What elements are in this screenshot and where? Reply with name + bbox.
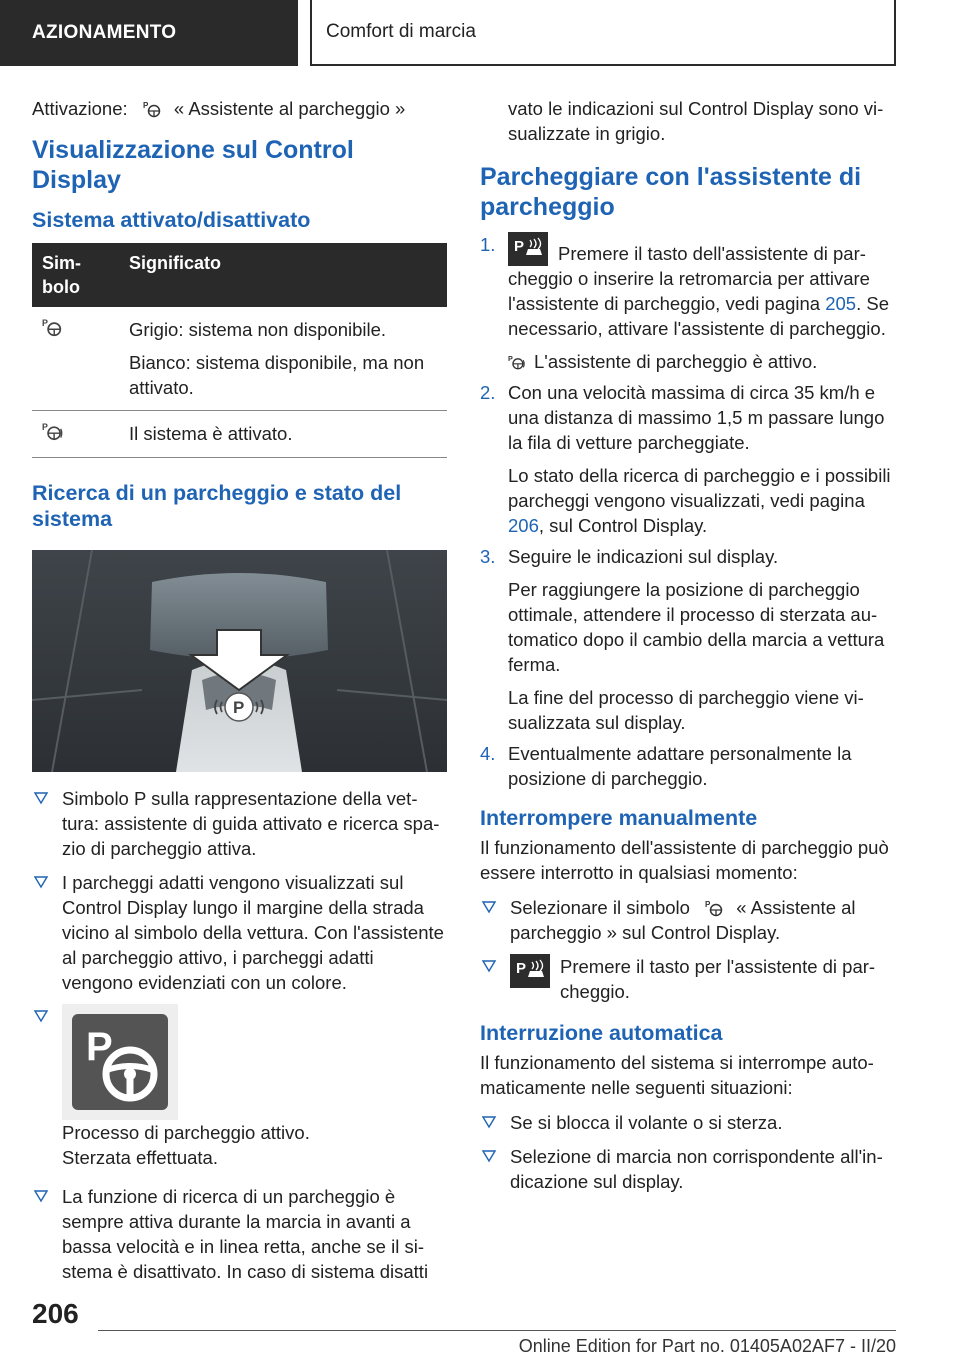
list-item: P Premere il tasto per l'assistente di parcheggio. xyxy=(480,954,895,1004)
section-title: AZIONAMENTO xyxy=(0,0,298,66)
meaning-white: Bianco: sistema disponibile, ma non attivato. xyxy=(129,352,425,398)
step-text: Con una velocità massima di circa 35 km/h e una distanza di massimo 1,5 m passare lungo la fila di vetture parcheggiate. xyxy=(508,382,885,453)
col-symbol: Sim-bolo xyxy=(32,243,119,307)
meaning-gray: Grigio: sistema non disponibile. xyxy=(129,319,387,340)
svg-text:P: P xyxy=(42,421,48,432)
triangle-bullet-icon xyxy=(482,959,496,973)
heading-manual: Interrompere manualmente xyxy=(480,806,758,830)
list-item: Selezionare il simbolo P « Assistente al parcheggio » sul Control Display. xyxy=(480,895,895,945)
step-item xyxy=(480,232,895,374)
step-number: 1. xyxy=(480,234,496,255)
step-number: 3. xyxy=(480,546,496,567)
activation-text: « Assistente al parcheggio » xyxy=(173,98,406,119)
triangle-bullet-icon xyxy=(34,1009,48,1023)
col-meaning: Significato xyxy=(119,243,447,307)
svg-text:P: P xyxy=(42,317,48,328)
step-text: Eventualmente adattare personalmente la posizione di parcheggio. xyxy=(508,743,852,789)
table-row xyxy=(32,411,447,458)
page-header xyxy=(0,0,960,66)
heading-park: Parcheggiare con l'assistente di parcheggio xyxy=(480,163,862,221)
triangle-bullet-icon xyxy=(34,875,48,889)
list-item: La funzione di ricerca di un parcheggio è sempre attiva durante la marcia in avanti a bassa velocità e in linea retta, anche se il sistema è disattivato. In caso di sistema disatti xyxy=(32,1184,447,1284)
manual-text: Il funzionamento dell'assistente di parcheggio può essere interrotto in qualsiasi momento: xyxy=(480,837,889,883)
table-header-row xyxy=(32,243,447,307)
symbol-table xyxy=(32,243,447,458)
svg-text:P: P xyxy=(508,354,513,364)
step-text: Seguire le indicazioni sul display. xyxy=(508,546,779,567)
svg-text:P: P xyxy=(516,960,527,977)
parking-button-icon xyxy=(510,954,550,988)
chapter-title: Comfort di marcia xyxy=(310,0,896,66)
step-item xyxy=(480,741,895,791)
auto-bullets xyxy=(480,1110,895,1194)
parking-assistant-active-icon xyxy=(508,353,526,371)
step-result: P L'assistente di parcheggio è attivo. xyxy=(508,351,818,372)
parking-assistant-active-icon xyxy=(42,421,64,441)
symbol-cell xyxy=(32,307,119,411)
step-number: 2. xyxy=(480,382,496,403)
parking-display-image xyxy=(32,550,447,772)
list-item: I parcheggi adatti vengono visualizzati sul Control Display lungo il margine della strada vicino al simbolo della vettura. Con l'assistente al parcheggio attivo, i parcheggi adatti vengono evidenziati con un colore. xyxy=(32,870,447,995)
triangle-bullet-icon xyxy=(482,900,496,914)
parking-active-symbol xyxy=(62,1004,178,1120)
meaning-cell: Il sistema è attivato. xyxy=(119,411,447,458)
step-item xyxy=(480,544,895,735)
step-text: P Premere il tasto dell'assistente di parcheggio o inserire la retromarcia per attivare l'assistente di parcheggio, vedi pagina 205. Se necessario, attivare l'assistente di parcheggio. xyxy=(508,232,895,341)
list-item xyxy=(32,1004,447,1170)
page-number: 206 xyxy=(32,1298,79,1329)
step-number: 4. xyxy=(480,743,496,764)
step-item xyxy=(480,380,895,538)
auto-text: Il funzionamento del sistema si interrompe automaticamente nelle seguenti situazioni: xyxy=(480,1052,874,1098)
step-detail: La fine del processo di parcheggio viene visualizzata sul display. xyxy=(508,687,864,733)
list-item: Se si blocca il volante o si sterza. xyxy=(480,1110,895,1135)
heading-status: Sistema attivato/disattivato xyxy=(32,208,311,232)
heading-display: Visualizzazione sul Control Display xyxy=(32,136,354,194)
triangle-bullet-icon xyxy=(34,791,48,805)
page-link[interactable]: 206 xyxy=(508,515,539,536)
step-detail: Lo stato della ricerca di parcheggio e i possibili parcheggi vengono visualizzati, vedi pagina 206, sul Control Display. xyxy=(508,465,891,536)
svg-text:P: P xyxy=(142,101,149,110)
heading-auto: Interruzione automatica xyxy=(480,1021,723,1045)
edition-text: Online Edition for Part no. 01405A02AF7 - II/20 xyxy=(518,1336,896,1356)
parking-assistant-icon xyxy=(143,100,161,118)
park-steps xyxy=(480,232,895,791)
parking-assistant-gray-icon xyxy=(42,317,62,337)
triangle-bullet-icon xyxy=(482,1115,496,1129)
activation-line xyxy=(32,96,447,121)
meaning-cell xyxy=(119,307,447,411)
list-item: Selezione di marcia non corrispondente all'indicazione sul display. xyxy=(480,1144,895,1194)
list-item: Simbolo P sulla rappresentazione della vettura: assistente di guida attivato e ricerca spazio di parcheggio attiva. xyxy=(32,786,447,861)
svg-text:P: P xyxy=(705,900,711,909)
activation-label: Attivazione: xyxy=(32,98,128,119)
table-row xyxy=(32,307,447,411)
svg-text:P: P xyxy=(233,698,245,717)
page-link[interactable]: 205 xyxy=(825,293,857,314)
symbol-cell xyxy=(32,411,119,458)
intro-text: vato le indicazioni sul Control Display sono visualizzate in grigio. xyxy=(508,98,884,144)
step-detail: Per raggiungere la posizione di parcheggio ottimale, attendere il processo di sterzata automatico dopo il cambio della marcia a vettura ferma. xyxy=(508,579,885,675)
left-column xyxy=(32,96,447,1293)
svg-text:P: P xyxy=(514,238,525,255)
right-column xyxy=(480,96,895,1203)
parking-button-icon xyxy=(508,232,548,266)
triangle-bullet-icon xyxy=(34,1189,48,1203)
parking-assistant-icon xyxy=(705,899,723,917)
heading-search: Ricerca di un parcheggio e stato del sistema xyxy=(32,481,402,531)
search-bullets xyxy=(32,786,447,1284)
footer-divider xyxy=(98,1330,896,1331)
triangle-bullet-icon xyxy=(482,1149,496,1163)
svg-text:P: P xyxy=(86,1025,113,1069)
manual-bullets xyxy=(480,895,895,1004)
parking-active-text: Processo di parcheggio attivo. Sterzata effettuata. xyxy=(62,1122,310,1168)
